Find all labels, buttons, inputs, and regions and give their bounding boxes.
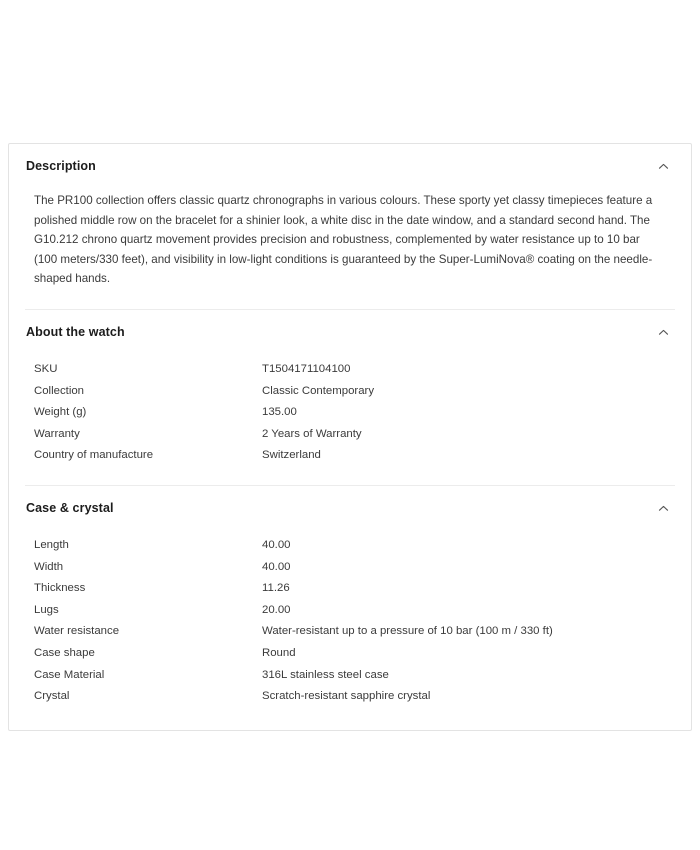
spec-label: Length bbox=[34, 538, 69, 551]
chevron-up-icon[interactable] bbox=[655, 159, 671, 175]
spec-label: Weight (g) bbox=[34, 406, 87, 419]
spec-value: Switzerland bbox=[262, 449, 321, 462]
spec-value: Water-resistant up to a pressure of 10 bar (100 m / 330 ft) bbox=[262, 625, 553, 638]
section-title-about-the-watch: About the watch bbox=[26, 324, 125, 339]
table-row bbox=[34, 665, 671, 687]
product-details-card bbox=[8, 143, 692, 731]
spec-value: 20.00 bbox=[262, 603, 291, 616]
section-title-case-and-crystal: Case & crystal bbox=[26, 500, 114, 515]
table-row bbox=[34, 557, 671, 579]
spec-label: Thickness bbox=[34, 582, 86, 595]
table-row bbox=[34, 578, 671, 600]
spec-value: Scratch-resistant sapphire crystal bbox=[262, 690, 431, 703]
table-row bbox=[34, 445, 671, 467]
table-row bbox=[34, 686, 671, 708]
section-title-description: Description bbox=[26, 159, 96, 173]
spec-list-case-and-crystal bbox=[34, 519, 671, 730]
spec-label: Width bbox=[34, 560, 64, 573]
spec-value: T1504171104100 bbox=[262, 362, 351, 375]
accordion-section-description bbox=[9, 144, 691, 309]
spec-value: 2 Years of Warranty bbox=[262, 427, 362, 440]
spec-value: 135.00 bbox=[262, 406, 297, 419]
spec-label: Crystal bbox=[34, 690, 70, 703]
chevron-up-icon[interactable] bbox=[655, 500, 671, 516]
spec-label: Country of manufacture bbox=[34, 449, 154, 462]
accordion-header-description[interactable] bbox=[9, 144, 691, 177]
table-row bbox=[34, 535, 671, 557]
table-row bbox=[34, 359, 671, 381]
spec-label: Case shape bbox=[34, 646, 95, 659]
description-paragraph: The PR100 collection offers classic quartz chronographs in various colours. These sporty yet classy timepieces feature a polished middle row on the bracelet for a shinier look, a white disc in the date window, and a standard second hand. The G10.212 chrono quartz movement provides precision and robustness, complemented by water resistance up to 10 bar (100 meters/330 feet), and visibility in low-light conditions is guaranteed by the Super-LumiNova® coating on the needle-shaped hands. bbox=[34, 194, 653, 286]
spec-value: 40.00 bbox=[262, 538, 291, 551]
accordion-body-case-and-crystal bbox=[9, 519, 691, 730]
accordion-header-case-and-crystal[interactable] bbox=[9, 486, 691, 519]
table-row bbox=[34, 621, 671, 643]
spec-list-about-the-watch bbox=[34, 343, 671, 485]
spec-label: SKU bbox=[34, 362, 58, 375]
table-row bbox=[34, 424, 671, 446]
spec-label: Warranty bbox=[34, 427, 80, 440]
accordion-body-about-the-watch bbox=[9, 343, 691, 485]
spec-value: 40.00 bbox=[262, 560, 291, 573]
table-row bbox=[34, 381, 671, 403]
accordion-section-about-the-watch bbox=[9, 310, 691, 485]
spec-label: Collection bbox=[34, 384, 85, 397]
spec-value: Classic Contemporary bbox=[262, 384, 375, 397]
accordion-header-about-the-watch[interactable] bbox=[9, 310, 691, 343]
accordion-body-description bbox=[9, 177, 691, 309]
spec-value: Round bbox=[262, 646, 296, 659]
accordion-section-case-and-crystal bbox=[9, 486, 691, 730]
spec-value: 316L stainless steel case bbox=[262, 668, 389, 681]
chevron-up-icon[interactable] bbox=[655, 324, 671, 340]
spec-value: 11.26 bbox=[262, 582, 290, 595]
table-row bbox=[34, 402, 671, 424]
spec-label: Lugs bbox=[34, 603, 59, 616]
spec-label: Case Material bbox=[34, 668, 105, 681]
table-row bbox=[34, 600, 671, 622]
spec-label: Water resistance bbox=[34, 625, 120, 638]
table-row bbox=[34, 643, 671, 665]
